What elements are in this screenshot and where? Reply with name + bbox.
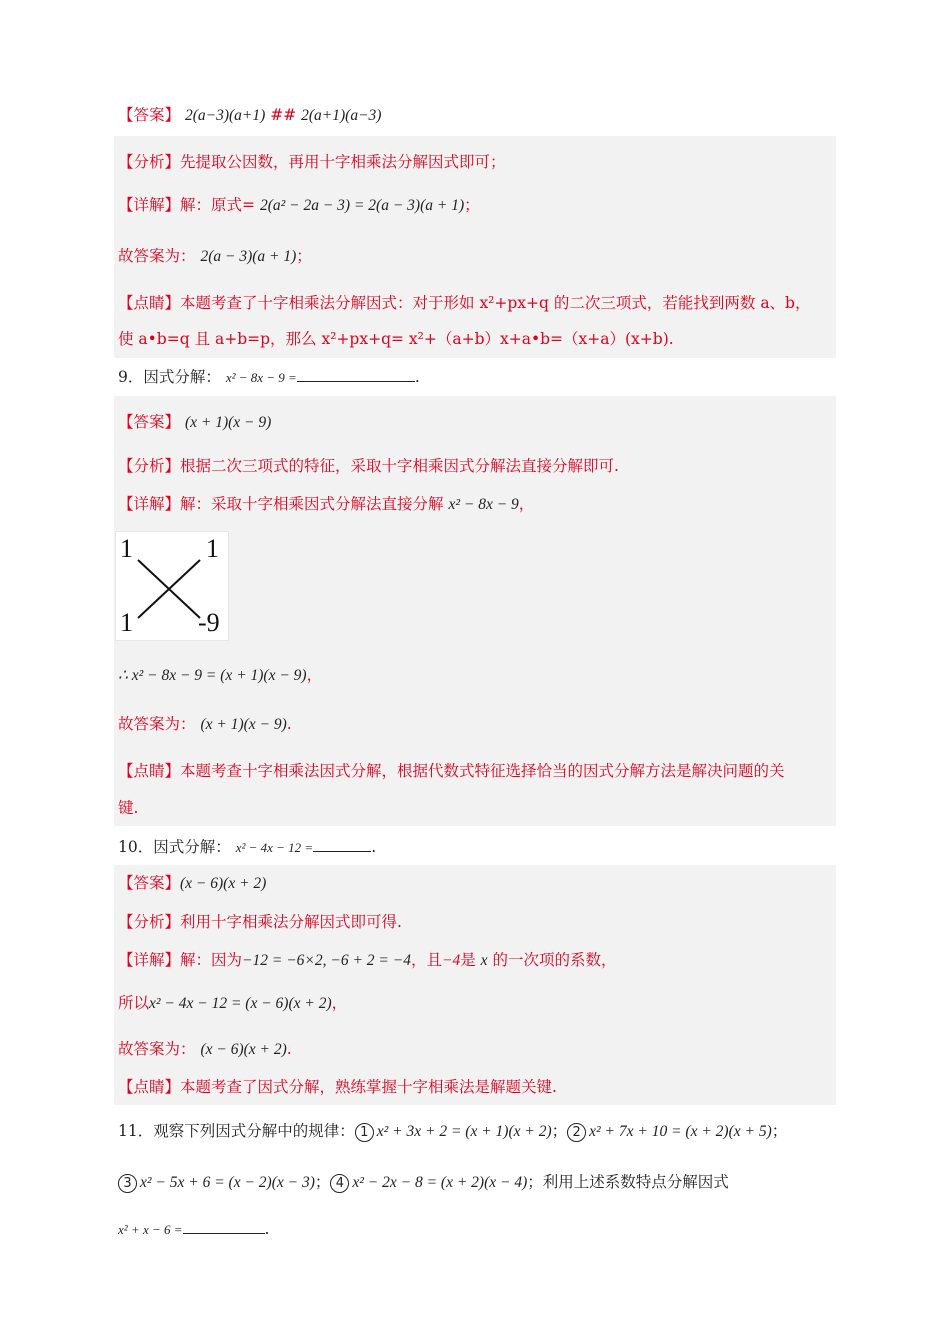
separator-2: ；: [771, 1122, 788, 1140]
cross-top-left: 1: [120, 534, 133, 563]
cross-top-right: 1: [206, 534, 219, 563]
analysis-text: 利用十字相乘法分解因式即可得.: [180, 913, 402, 931]
comment-tag: 【点睛】: [118, 294, 181, 312]
answer-tag: 【答案】: [118, 106, 181, 124]
q8-analysis-line: [118, 151, 506, 173]
detail-tail: 的一次项的系数，: [492, 951, 617, 969]
circled-number-2: 2: [567, 1123, 586, 1142]
cross-bottom-right: -9: [198, 608, 220, 637]
detail-mid: ，且: [410, 951, 442, 969]
question-end: .: [264, 1220, 270, 1238]
target-expression: x² + x − 6 =: [118, 1222, 183, 1237]
answer-tag: 【答案】: [118, 413, 181, 431]
answer-expression-alt: 2(a+1)(a−3): [301, 107, 382, 124]
comment-tag: 【点睛】: [118, 762, 181, 780]
final-expression: (x − 6)(x + 2): [200, 1041, 287, 1058]
cross-bottom-left: 1: [120, 608, 133, 637]
detail-expression: −12 = −6×2, −6 + 2 = −4: [242, 952, 411, 969]
answer-separator: ##: [270, 106, 297, 124]
q8-answer-line: [118, 104, 381, 127]
q8-comment-line2: [118, 328, 674, 350]
detail-expression: x² − 8x − 9: [448, 496, 519, 513]
detail-coefficient: −4: [441, 952, 461, 969]
final-label: 故答案为：: [118, 247, 196, 265]
pattern-expression-3: x² − 5x + 6 = (x − 2)(x − 3): [140, 1174, 315, 1191]
question-number: 11．: [118, 1122, 154, 1140]
cross-multiplication-diagram: [115, 531, 229, 641]
detail-text: 解：采取十字相乘因式分解法直接分解: [180, 495, 444, 513]
q10-analysis-line: [118, 911, 402, 933]
detail-tag: 【详解】: [118, 495, 181, 513]
q10-answer-line: [118, 872, 266, 895]
therefore-end: ，: [306, 666, 323, 684]
q8-comment-line1: [118, 292, 810, 314]
detail-text: 解：原式=: [180, 196, 256, 214]
q8-detail-line: [118, 194, 480, 217]
detail-text: 解：因为: [180, 951, 243, 969]
final-expression: 2(a − 3)(a + 1): [200, 248, 297, 265]
q9-question-line: [118, 366, 420, 389]
detail-expression: 2(a² − 2a − 3) = 2(a − 3)(a + 1): [259, 197, 465, 214]
question-number: 10．: [118, 838, 154, 856]
comment-text: 本题考查了因式分解，熟练掌握十字相乘法是解题关键.: [180, 1078, 557, 1096]
q11-question-line3: [118, 1218, 269, 1241]
question-tail: ；利用上述系数特点分解因式: [527, 1173, 729, 1191]
q9-final-line: [118, 713, 292, 736]
question-number: 9．: [118, 368, 144, 386]
analysis-tag: 【分析】: [118, 913, 181, 931]
answer-expression: (x − 6)(x + 2): [180, 875, 267, 892]
q10-detail-line: [118, 949, 617, 972]
q11-question-line1: [118, 1120, 787, 1143]
final-label: 故答案为：: [118, 1040, 196, 1058]
question-text: 因式分解：: [143, 368, 221, 386]
final-end: ；: [296, 247, 312, 265]
answer-blank: [313, 837, 371, 852]
pattern-expression-4: x² − 2x − 8 = (x + 2)(x − 4): [352, 1174, 528, 1191]
answer-expression: (x + 1)(x − 9): [184, 414, 272, 431]
answer-tag: 【答案】: [118, 874, 181, 892]
detail-variable: x: [480, 952, 488, 969]
detail-tag: 【详解】: [118, 951, 181, 969]
question-text: 观察下列因式分解中的规律：: [153, 1122, 355, 1140]
answer-expression: 2(a−3)(a+1): [184, 107, 266, 124]
q10-solution-box: [114, 865, 836, 1105]
q9-comment-line1: [118, 760, 785, 782]
so-expression: x² − 4x − 12 = (x − 6)(x + 2): [149, 995, 332, 1012]
q10-comment-line: [118, 1076, 557, 1098]
question-text: 因式分解：: [153, 838, 231, 856]
q9-therefore-line: [118, 664, 322, 687]
q10-so-line: [118, 992, 347, 1015]
analysis-tag: 【分析】: [118, 153, 181, 171]
comment-text-1: 本题考查了十字相乘法分解因式：对于形如 x²+px+q 的二次三项式，若能找到两数 a、b，: [180, 294, 811, 312]
q10-question-line: [118, 836, 376, 859]
analysis-text: 根据二次三项式的特征，采取十字相乘因式分解法直接分解即可.: [180, 457, 619, 475]
circled-number-4: 4: [330, 1174, 349, 1193]
q9-detail-line: [118, 493, 534, 516]
q10-final-line: [118, 1038, 292, 1061]
pattern-expression-2: x² + 7x + 10 = (x + 2)(x + 5): [589, 1123, 772, 1140]
comment-tag: 【点睛】: [118, 1078, 181, 1096]
q9-comment-line2: [118, 797, 138, 819]
final-end: .: [286, 1040, 292, 1058]
separator-3: ；: [314, 1173, 331, 1191]
separator-1: ；: [551, 1122, 568, 1140]
circled-number-3: 3: [118, 1174, 137, 1193]
pattern-expression-1: x² + 3x + 2 = (x + 1)(x + 2): [376, 1123, 552, 1140]
so-label: 所以: [118, 994, 150, 1012]
analysis-tag: 【分析】: [118, 457, 181, 475]
q9-analysis-line: [118, 455, 619, 477]
so-end: ，: [331, 994, 348, 1012]
therefore-expression: ∴ x² − 8x − 9 = (x + 1)(x − 9): [118, 667, 307, 684]
q9-answer-line: [118, 411, 271, 434]
q11-question-line2: [118, 1171, 729, 1194]
final-end: .: [286, 715, 292, 733]
question-expression: x² − 8x − 9 =: [225, 370, 297, 385]
detail-tag: 【详解】: [118, 196, 181, 214]
comment-text-2: 键.: [118, 799, 139, 817]
q8-final-line: [118, 245, 312, 268]
question-end: .: [371, 838, 377, 856]
analysis-text: 先提取公因数，再用十字相乘法分解因式即可；: [180, 153, 506, 171]
comment-text-2: 使 a•b=q 且 a+b=p，那么 x²+px+q= x²+（a+b）x+a•b=（x+a）(x+b).: [118, 330, 674, 348]
detail-is: 是: [460, 951, 476, 969]
detail-end: ，: [518, 495, 535, 513]
answer-blank: [183, 1219, 265, 1234]
question-expression: x² − 4x − 12 =: [235, 840, 314, 855]
answer-blank: [297, 367, 415, 382]
final-label: 故答案为：: [118, 715, 196, 733]
comment-text-1: 本题考查十字相乘法因式分解，根据代数式特征选择恰当的因式分解方法是解决问题的关: [180, 762, 785, 780]
circled-number-1: 1: [355, 1123, 374, 1142]
final-expression: (x + 1)(x − 9): [200, 716, 287, 733]
detail-end: ；: [464, 196, 480, 214]
question-end: .: [414, 368, 420, 386]
